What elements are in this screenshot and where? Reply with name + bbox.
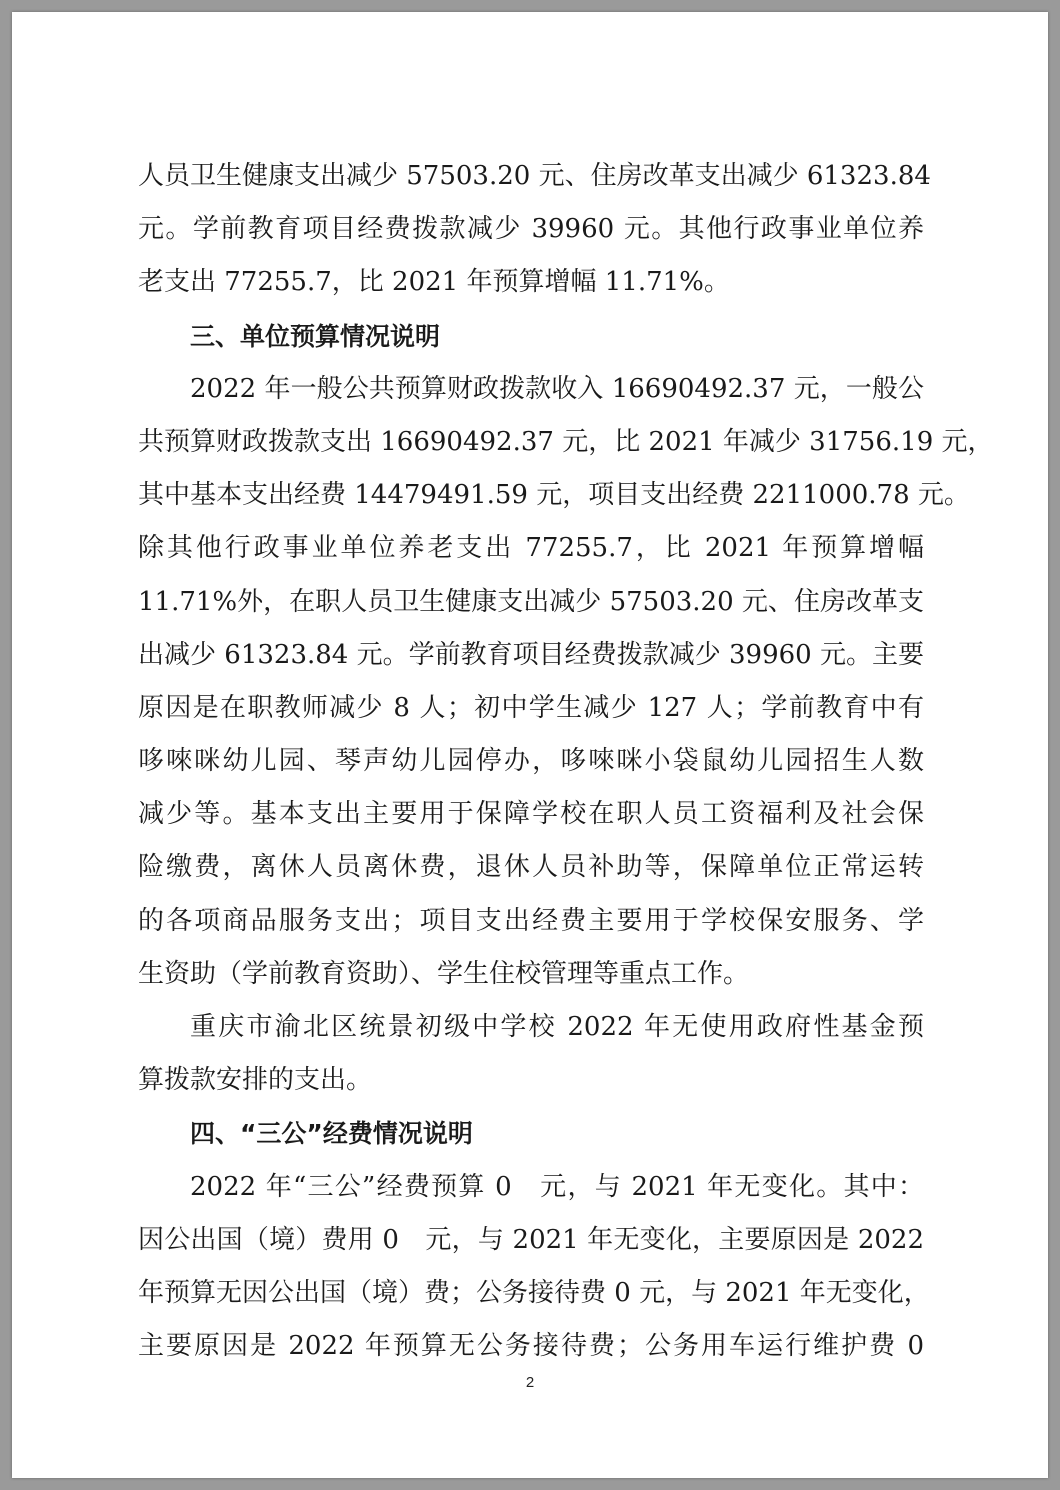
paragraph-line: 哆唻咪幼儿园、琴声幼儿园停办，哆唻咪小袋鼠幼儿园招生人数 (138, 746, 924, 777)
paragraph-line: 主要原因是 2022 年预算无公务接待费；公务用车运行维护费 0 (138, 1331, 924, 1362)
paragraph-line: 其中基本支出经费 14479491.59 元，项目支出经费 2211000.78 元。 (138, 480, 970, 511)
paragraph-line: 算拨款安排的支出。 (138, 1065, 373, 1096)
section-heading-unit-budget: 三、单位预算情况说明 (190, 321, 441, 351)
page-number: 2 (525, 1374, 535, 1391)
paragraph-line: 人员卫生健康支出减少 57503.20 元、住房改革支出减少 61323.84 (138, 161, 931, 191)
paragraph-line: 除其他行政事业单位养老支出 77255.7，比 2021 年预算增幅 (138, 533, 924, 564)
paragraph-line: 共预算财政拨款支出 16690492.37 元，比 2021 年减少 31756.19 元， (138, 426, 994, 457)
paragraph-line: 原因是在职教师减少 8 人；初中学生减少 127 人；学前教育中有 (138, 692, 924, 723)
paragraph-line: 元。学前教育项目经费拨款减少 39960 元。其他行政事业单位养 (138, 214, 924, 245)
section-heading-three-public: 四、“三公”经费情况说明 (190, 1119, 473, 1149)
paragraph-line: 的各项商品服务支出；项目支出经费主要用于学校保安服务、学 (138, 905, 924, 936)
paragraph-line: 重庆市渝北区统景初级中学校 2022 年无使用政府性基金预 (190, 1012, 924, 1042)
paragraph-line: 老支出 77255.7，比 2021 年预算增幅 11.71%。 (138, 267, 730, 298)
paragraph-line: 出减少 61323.84 元。学前教育项目经费拨款减少 39960 元。主要 (138, 639, 924, 670)
paragraph-line: 生资助（学前教育资助）、学生住校管理等重点工作。 (138, 958, 750, 989)
document-body (138, 150, 994, 1373)
paragraph-line: 11.71%外，在职人员卫生健康支出减少 57503.20 元、住房改革支 (138, 586, 924, 617)
paragraph-line: 减少等。基本支出主要用于保障学校在职人员工资福利及社会保 (138, 799, 924, 830)
paragraph-line: 2022 年“三公”经费预算 0 元，与 2021 年无变化。其中： (190, 1171, 924, 1202)
paragraph-line: 年预算无因公出国（境）费；公务接待费 0 元，与 2021 年无变化， (138, 1277, 930, 1308)
paragraph-line: 因公出国（境）费用 0 元，与 2021 年无变化，主要原因是 2022 (138, 1224, 924, 1255)
paragraph-line: 2022 年一般公共预算财政拨款收入 16690492.37 元，一般公 (190, 373, 924, 404)
paragraph-line: 险缴费，离休人员离休费，退休人员补助等，保障单位正常运转 (138, 852, 924, 883)
document-page (12, 12, 1048, 1478)
